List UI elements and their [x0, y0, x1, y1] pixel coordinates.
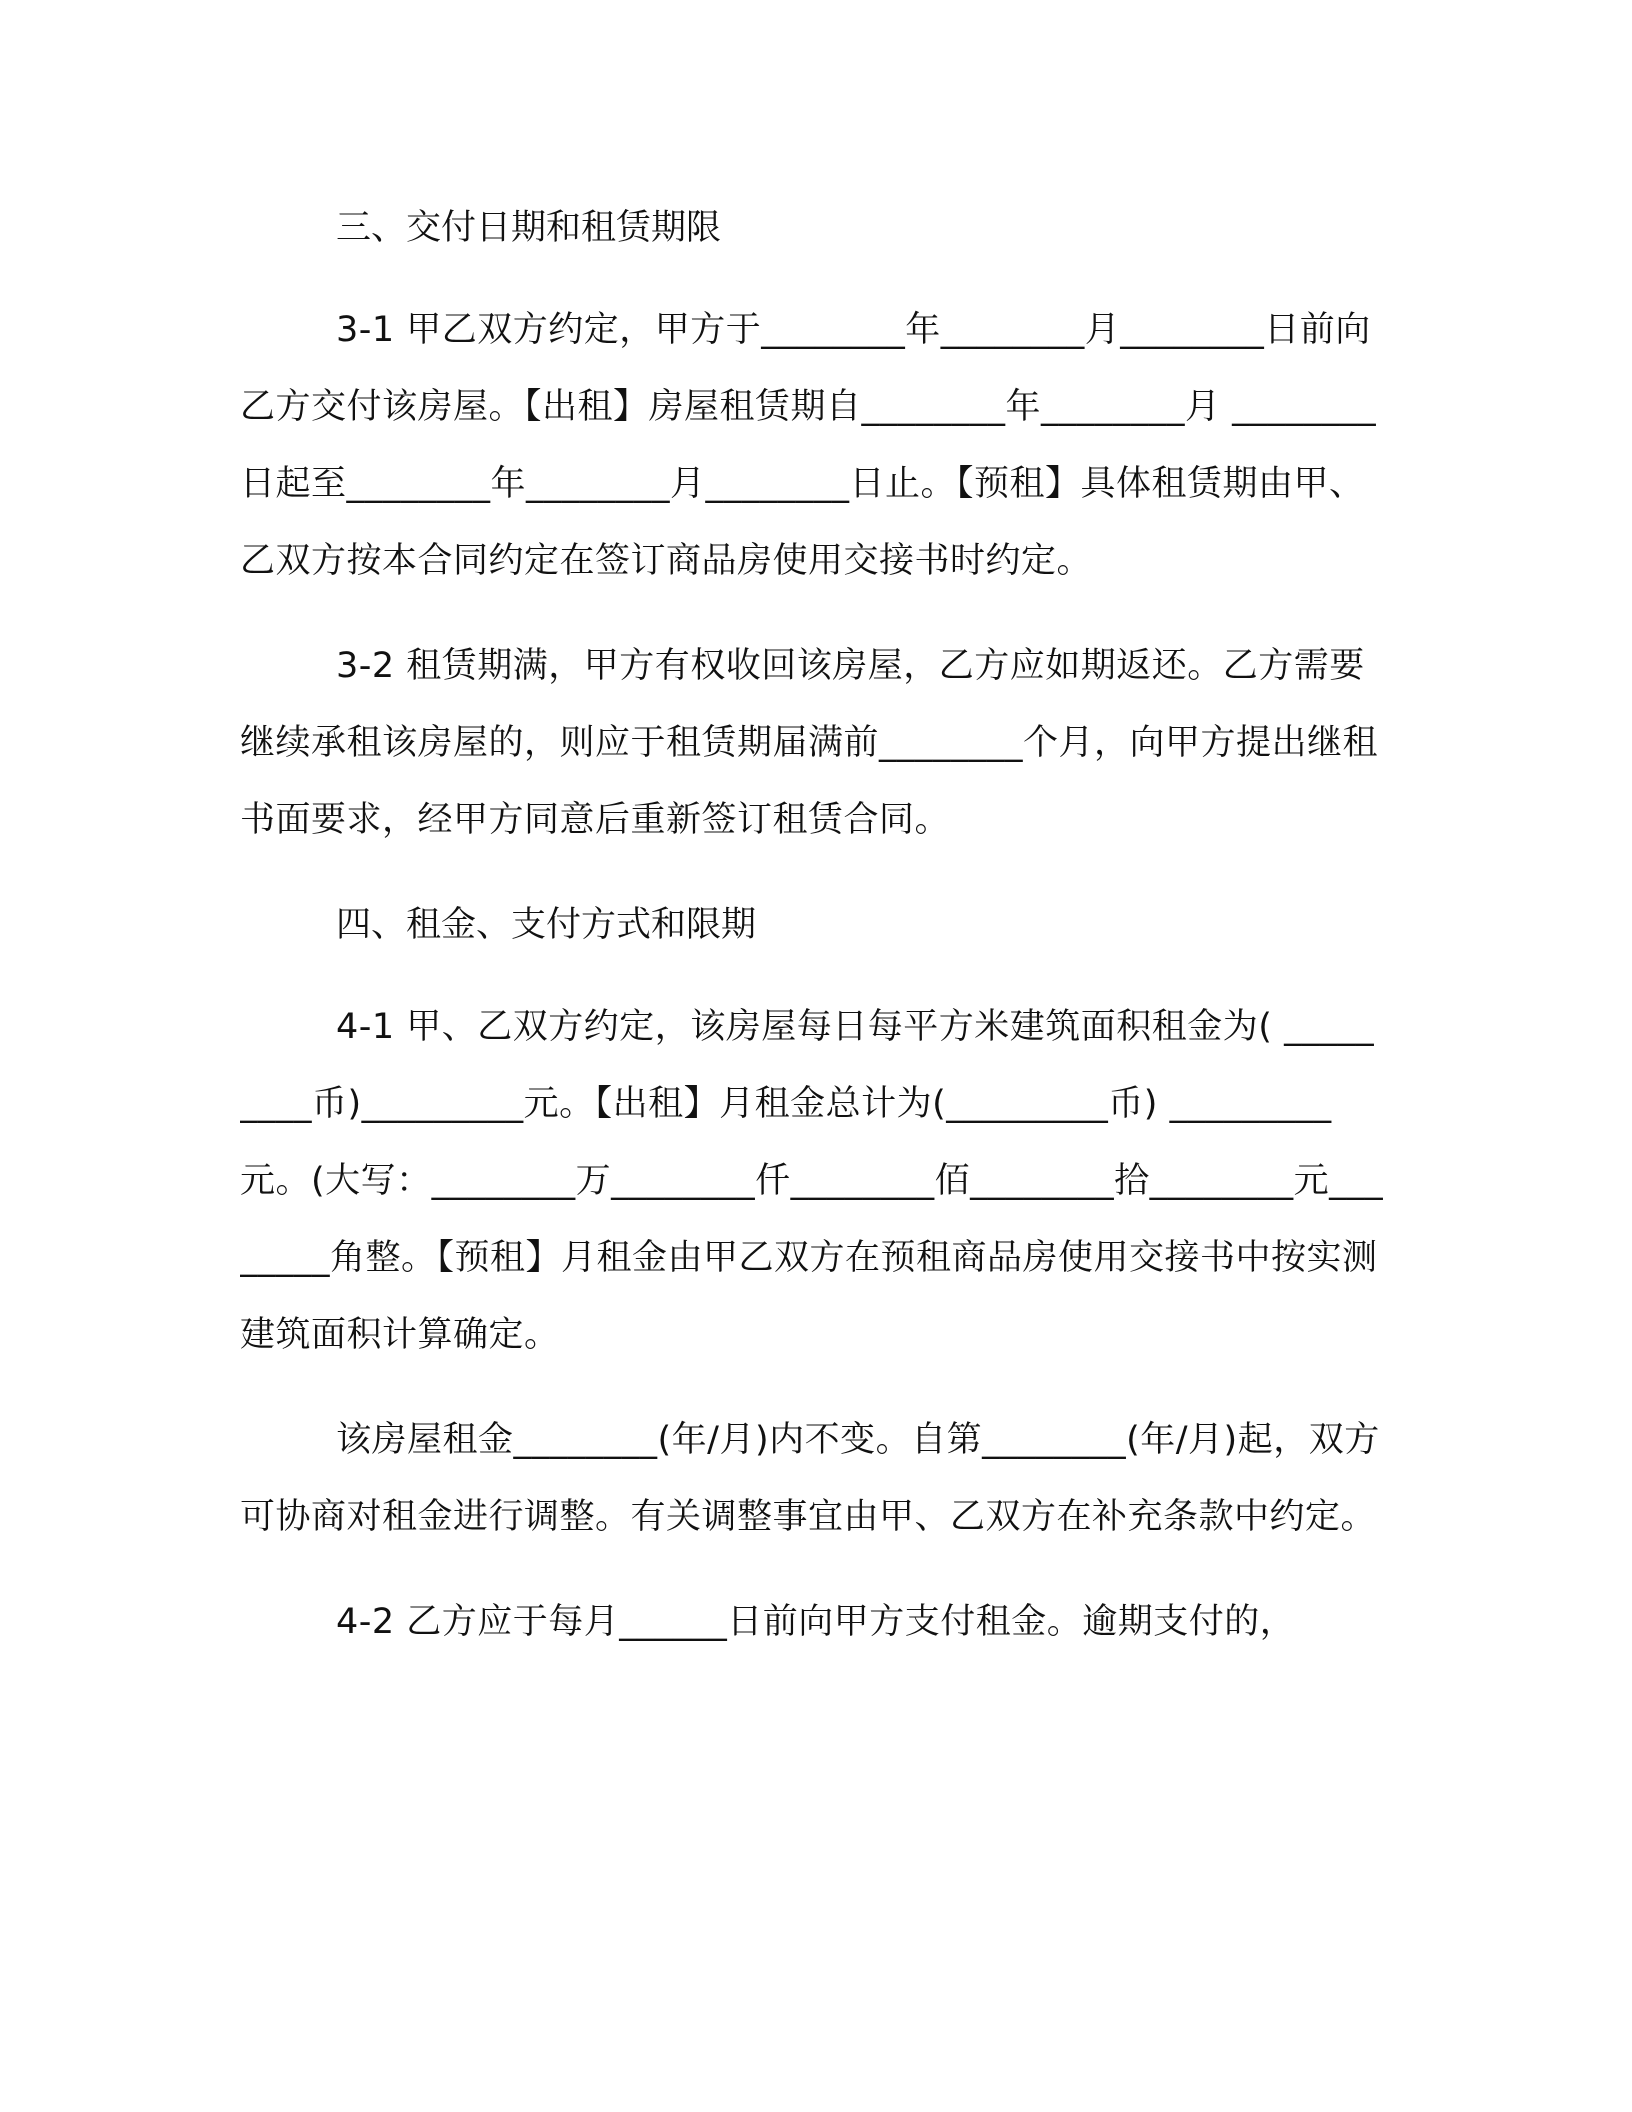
section-3-heading: 三、交付日期和租赁期限	[336, 208, 722, 248]
clause-4-2: 4-2 乙方应于每月______日前向甲方支付租金。逾期支付的，	[336, 1602, 1296, 1642]
section-4-heading: 四、租金、支付方式和限期	[336, 905, 757, 945]
spacer	[240, 266, 1390, 292]
clause-3-1: 3-1 甲乙双方约定，甲方于________年________月________日前向乙方交付该房屋。【出租】房屋租赁期自________年________月 ________日起至________年________月________日止。【预租】具体租赁期由甲、乙双方按本合同约定在签订商品房使用交接书时约定。	[240, 310, 1377, 581]
document-page	[240, 190, 1390, 2070]
spacer	[240, 859, 1390, 887]
clause-4-1: 4-1 甲、乙双方约定，该房屋每日每平方米建筑面积租金为( _________币)_________元。【出租】月租金总计为(_________币) _________元。(大写：________万________仟________佰________拾________元________角整。【预租】月租金由甲乙双方在预租商品房使用交接书中按实测建筑面积计算确定。	[240, 1007, 1384, 1355]
spacer	[240, 1556, 1390, 1584]
spacer	[240, 1374, 1390, 1402]
spacer	[240, 600, 1390, 628]
clause-3-2: 3-2 租赁期满，甲方有权收回该房屋，乙方应如期返还。乙方需要继续承租该房屋的，则应于租赁期届满前________个月，向甲方提出继租书面要求，经甲方同意后重新签订租赁合同。	[240, 646, 1379, 840]
rent-adjustment-paragraph: 该房屋租金________(年/月)内不变。自第________(年/月)起，双方可协商对租金进行调整。有关调整事宜由甲、乙双方在补充条款中约定。	[240, 1420, 1380, 1537]
spacer	[240, 963, 1390, 989]
